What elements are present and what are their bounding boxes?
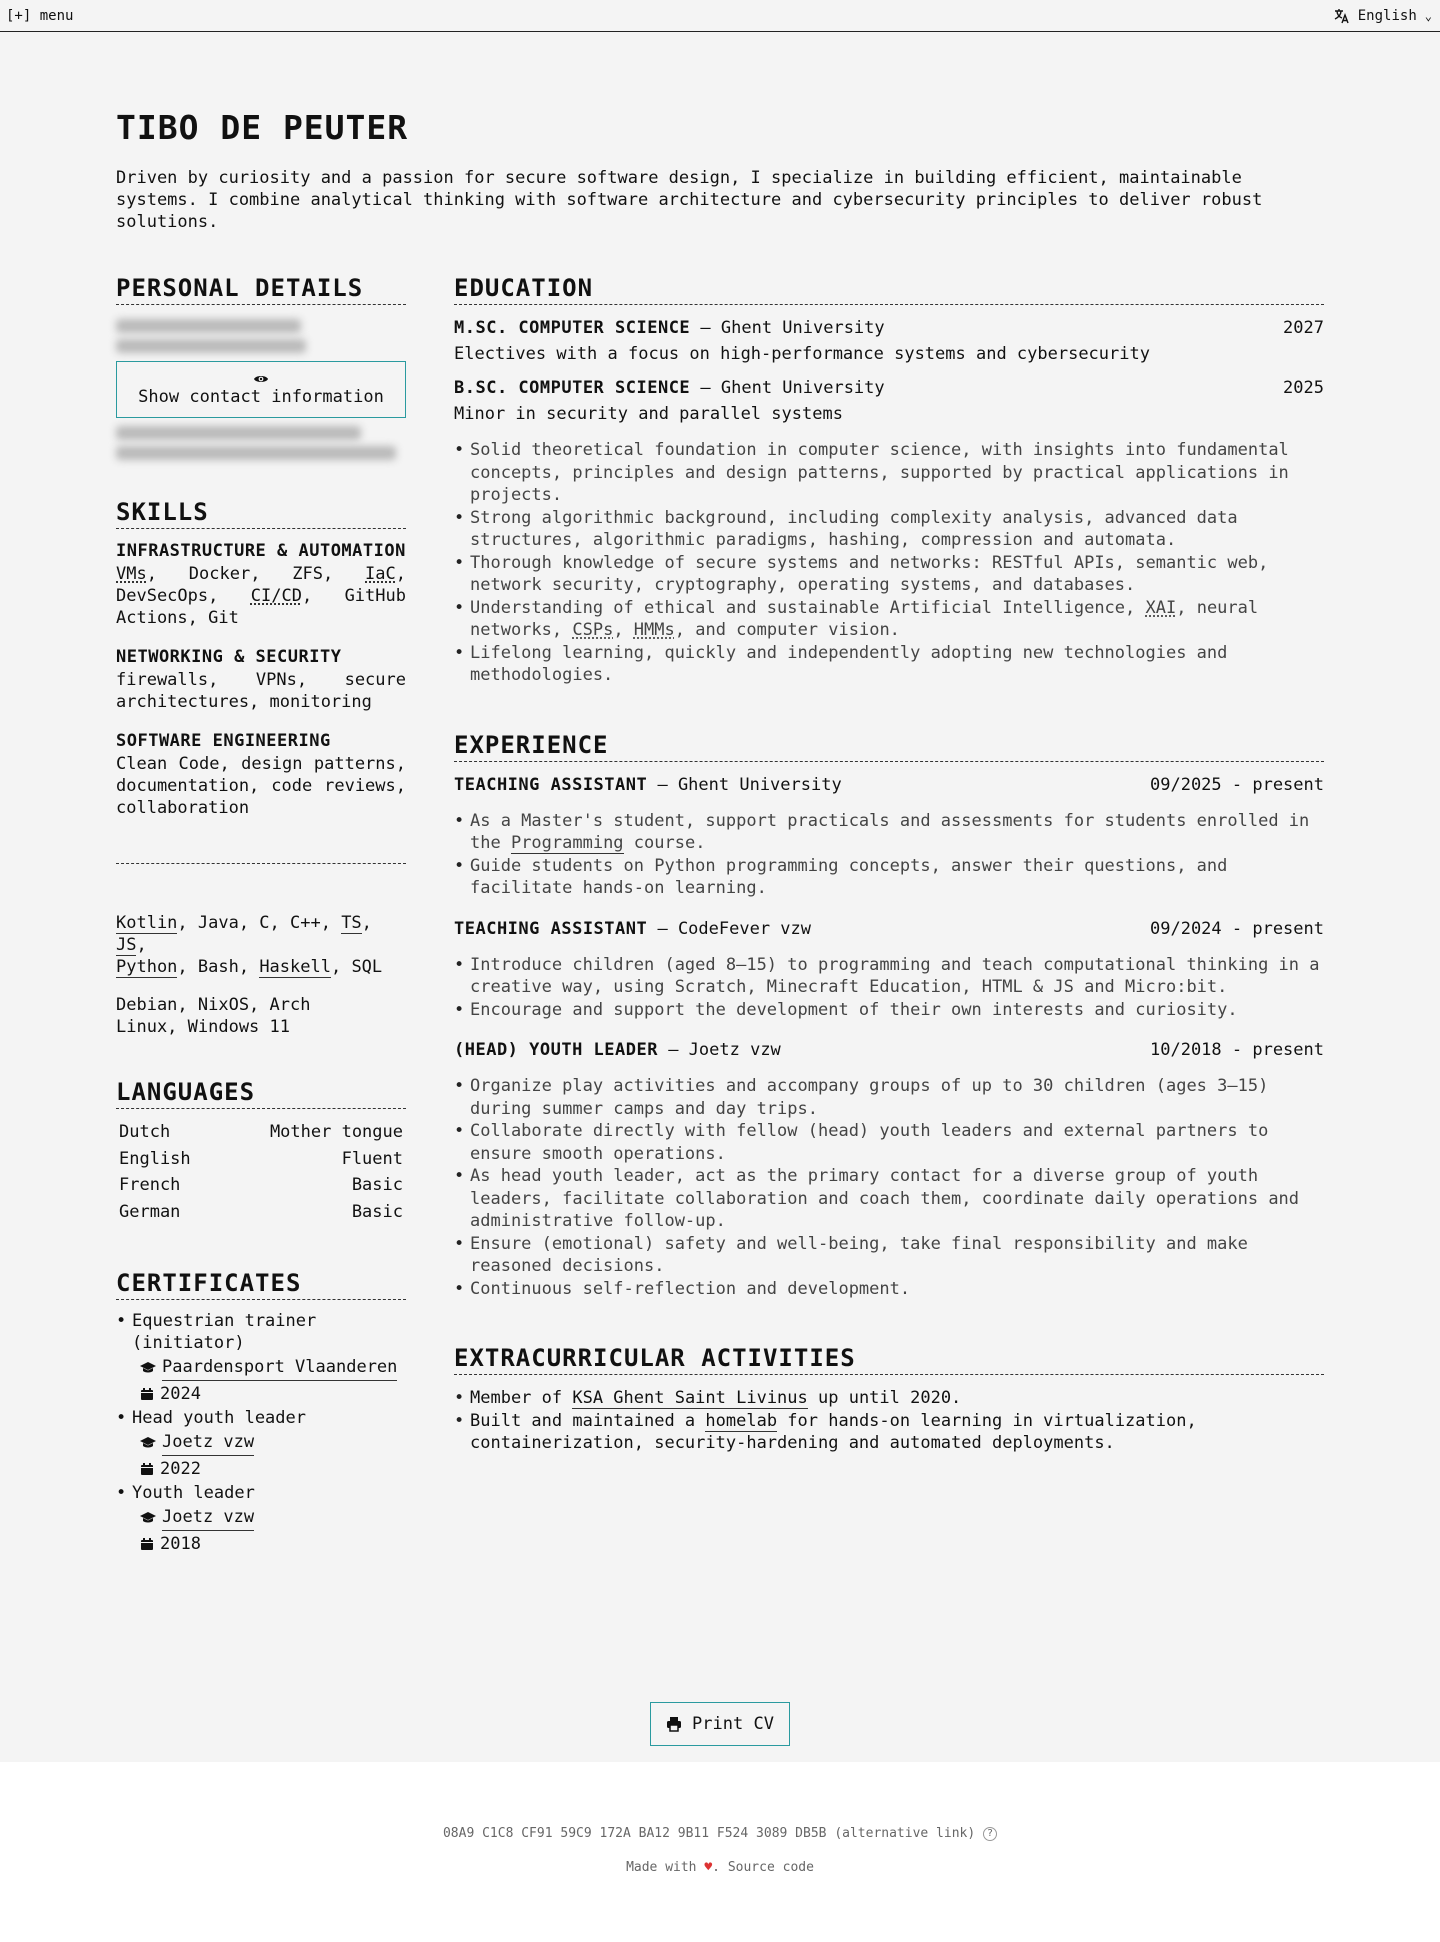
entry-title: [454, 375, 885, 401]
blurred-contact: [116, 319, 406, 353]
skill-net: [116, 645, 406, 713]
list-item: • Lifelong learning, quickly and independently adopting new technologies and methodologies.: [454, 642, 1324, 687]
entry-sub: Minor in security and parallel systems: [454, 404, 843, 424]
skill-prog: [116, 912, 406, 978]
entry-title: [454, 916, 811, 942]
homelab-link[interactable]: homelab: [705, 1410, 778, 1431]
abbr-hmms: HMMs: [633, 620, 675, 640]
degree: B.SC. COMPUTER SCIENCE: [454, 378, 691, 398]
help-icon[interactable]: ?: [983, 1827, 997, 1841]
experience-yl: [454, 1037, 1324, 1300]
org: – Ghent University: [690, 318, 885, 338]
list-item: • Thorough knowledge of secure systems and networks: RESTful APIs, semantic web, network security, cryptography, operating systems, and databases.: [454, 552, 1324, 597]
text: , SQL: [330, 957, 383, 977]
extracurricular-bullets: [454, 1387, 1324, 1455]
role: TEACHING ASSISTANT: [454, 918, 648, 939]
list-item: • Collaborate directly with fellow (head) youth leaders and external partners to ensure smooth operations.: [454, 1120, 1324, 1165]
print-label: Print CV: [692, 1714, 774, 1734]
abbr-iac: IaC: [365, 564, 396, 584]
entry-title: [454, 772, 842, 798]
link-js[interactable]: JS: [116, 935, 137, 955]
degree: M.SC. COMPUTER SCIENCE: [454, 318, 691, 338]
level: Basic: [351, 1201, 403, 1222]
link-kotlin[interactable]: Kotlin: [116, 913, 178, 933]
list-item: • Continuous self-reflection and development.: [454, 1278, 1324, 1301]
intro-text: Driven by curiosity and a passion for secure software design, I specialize in building efficient, maintainable systems. I combine analytical thinking with software architecture and cybersecurity principles to deliver robust solutions.: [116, 168, 1263, 232]
cv-page: [116, 108, 1324, 1554]
language-row: [116, 1146, 406, 1173]
list-item: • Introduce children (aged 8–15) to programming and teach computational thinking in a creative way, using Scratch, Minecraft Education, HTML & JS and Micro:bit.: [454, 954, 1324, 999]
text: Understanding of ethical and sustainable Artificial Intelligence,: [470, 597, 1146, 618]
left-column: [116, 274, 406, 1557]
issuer-link[interactable]: Paardensport Vlaanderen: [162, 1354, 397, 1381]
certificate-year: [116, 1456, 406, 1482]
page-title: TIBO DE PEUTER: [116, 108, 409, 147]
list-item: • Guide students on Python programming concepts, answer their questions, and facilitate hands-on learning.: [454, 855, 1324, 900]
org: – Ghent University: [647, 774, 842, 795]
period: 10/2018 - present: [1150, 1040, 1324, 1060]
language-row: [116, 1199, 406, 1226]
text: Built and maintained a: [470, 1410, 706, 1431]
divider: [116, 863, 406, 864]
certificate-year: [116, 1381, 406, 1407]
eye-icon: [253, 373, 269, 385]
text: Member of: [470, 1388, 573, 1408]
certificate-item: [116, 1482, 406, 1557]
text: ,: [136, 935, 147, 955]
heart-icon: ♥: [704, 1860, 713, 1875]
source-code-link[interactable]: . Source code: [712, 1860, 814, 1875]
certificate-title: • Equestrian trainer (initiator): [116, 1310, 406, 1354]
education-heading: EDUCATION: [454, 274, 1324, 305]
text: up until 2020.: [807, 1388, 962, 1408]
entry-title: [454, 315, 885, 341]
calendar-icon: [140, 1537, 154, 1551]
link-python[interactable]: Python: [116, 957, 178, 977]
text: , DevSecOps,: [116, 564, 406, 606]
list-item: [454, 597, 1324, 642]
certificate-title: • Youth leader: [116, 1482, 406, 1504]
org: – CodeFever vzw: [647, 918, 811, 939]
issuer-link[interactable]: Joetz vzw: [162, 1429, 254, 1456]
pgp-fingerprint: [0, 1826, 1440, 1841]
list-item: [454, 1410, 1324, 1455]
text: , Docker, ZFS,: [146, 564, 366, 584]
skill-se-text: Clean Code, design patterns, documentation, code reviews, collaboration: [116, 754, 406, 818]
certificates-heading: CERTIFICATES: [116, 1269, 406, 1300]
level: Mother tongue: [269, 1122, 403, 1142]
skill-os: Debian, NixOS, Arch Linux, Windows 11: [116, 995, 311, 1037]
certificate-title: • Head youth leader: [116, 1407, 406, 1429]
issuer-link[interactable]: Joetz vzw: [162, 1504, 254, 1531]
show-contact-label: Show contact information: [138, 386, 384, 407]
certificate-item: [116, 1310, 406, 1407]
year: 2024: [160, 1384, 201, 1404]
skill-infra-text: [116, 563, 406, 629]
language-row: [116, 1172, 406, 1199]
fingerprint-text[interactable]: 08A9 C1C8 CF91 59C9 172A BA12 9B11 F524 3089 DB5B: [442, 1826, 827, 1841]
lang: German: [119, 1201, 181, 1222]
alternative-link[interactable]: (alternative link): [834, 1826, 976, 1841]
made-with: [0, 1860, 1440, 1875]
graduation-cap-icon: [140, 1361, 156, 1375]
education-bsc: [454, 375, 1324, 427]
graduation-cap-icon: [140, 1436, 156, 1450]
text: for hands-on learning in virtualization, containerization, security-hardening and automated deployments.: [470, 1410, 1197, 1453]
footer: [0, 1762, 1440, 1942]
year: 2022: [160, 1459, 201, 1479]
language-label: English: [1357, 7, 1417, 24]
text: , neural networks,: [470, 597, 1259, 640]
list-item: [454, 810, 1324, 855]
personal-details-heading: PERSONAL DETAILS: [116, 274, 406, 305]
language-row: [116, 1119, 406, 1146]
languages-heading: LANGUAGES: [116, 1078, 406, 1109]
certificate-year: [116, 1531, 406, 1557]
link-haskell[interactable]: Haskell: [259, 957, 331, 977]
ksa-link[interactable]: KSA Ghent Saint Livinus: [572, 1388, 808, 1408]
list-item: • As head youth leader, act as the primary contact for a diverse group of youth leaders, facilitate collaboration and coach them, coordinate daily operations and administrative follow-up.: [454, 1165, 1324, 1233]
certificate-item: [116, 1407, 406, 1482]
list-item: • Encourage and support the development of their own interests and curiosity.: [454, 999, 1324, 1022]
skill-se-title: SOFTWARE ENGINEERING: [116, 731, 331, 751]
abbr-vms: VMs: [116, 564, 147, 584]
calendar-icon: [140, 1387, 154, 1401]
text: ,: [361, 913, 372, 933]
print-cv-button[interactable]: [650, 1702, 790, 1746]
right-column: [454, 274, 1324, 1455]
org: – Ghent University: [690, 378, 885, 398]
level: Basic: [351, 1175, 403, 1195]
language-selector[interactable]: [1334, 8, 1432, 24]
bullets: [454, 810, 1324, 900]
list-item: • Strong algorithmic background, including complexity analysis, advanced data structures, algorithmic paradigms, hashing, compression and automata.: [454, 507, 1324, 552]
list-item: • Solid theoretical foundation in computer science, with insights into fundamental concepts, principles and design patterns, supported by practical applications in projects.: [454, 439, 1324, 507]
skills-heading: SKILLS: [116, 498, 406, 529]
list-item: • Organize play activities and accompany groups of up to 30 children (ages 3–15) during summer camps and day trips.: [454, 1075, 1324, 1120]
education-msc: [454, 315, 1324, 367]
org: – Joetz vzw: [657, 1040, 781, 1060]
show-contact-button[interactable]: [116, 361, 406, 418]
education-bullets: [454, 439, 1324, 687]
skill-infra: [116, 539, 406, 629]
experience-ta1: [454, 772, 1324, 900]
text: , GitHub Actions, Git: [116, 586, 406, 628]
certificate-issuer: [116, 1504, 406, 1531]
entry-head: [454, 315, 1324, 341]
text: , Java, C, C++,: [177, 913, 342, 933]
year: 2018: [160, 1534, 201, 1554]
period: 09/2025 - present: [1150, 774, 1324, 795]
skill-se: [116, 729, 406, 819]
text: As a Master's student, support practicals and assessments for students enrolled in the: [470, 810, 1310, 853]
list-item: • Ensure (emotional) safety and well-being, take final responsibility and make reasoned decisions.: [454, 1233, 1324, 1278]
entry-head: [454, 916, 1324, 942]
role: TEACHING ASSISTANT: [454, 774, 648, 795]
extracurricular-heading: EXTRACURRICULAR ACTIVITIES: [454, 1344, 1324, 1375]
text: Made with: [626, 1860, 705, 1875]
entry-head: [454, 1037, 1324, 1063]
role: (HEAD) YOUTH LEADER: [454, 1040, 658, 1060]
certificate-issuer: [116, 1429, 406, 1456]
certificate-list: [116, 1310, 406, 1557]
list-item: [454, 1387, 1324, 1410]
printer-icon: [666, 1716, 682, 1732]
skill-infra-title: INFRASTRUCTURE & AUTOMATION: [116, 541, 406, 561]
lang: Dutch: [119, 1122, 171, 1142]
programming-link[interactable]: Programming: [510, 833, 624, 853]
languages-table: [116, 1119, 406, 1225]
bullets: [454, 1075, 1324, 1300]
year: 2025: [1283, 378, 1324, 398]
lang: English: [119, 1148, 191, 1169]
level: Fluent: [341, 1148, 403, 1169]
text: , Bash,: [177, 957, 260, 977]
skill-net-text: firewalls, VPNs, secure architectures, monitoring: [116, 670, 406, 712]
calendar-icon: [140, 1462, 154, 1476]
text: course.: [623, 833, 706, 853]
skill-net-title: NETWORKING & SECURITY: [116, 647, 342, 667]
experience-heading: EXPERIENCE: [454, 731, 1324, 762]
text: , and computer vision.: [674, 620, 900, 640]
abbr-csps: CSPs: [572, 620, 614, 640]
year: 2027: [1283, 318, 1324, 338]
translate-icon: [1334, 8, 1350, 24]
entry-head: [454, 375, 1324, 401]
entry-sub: Electives with a focus on high-performance systems and cybersecurity: [454, 344, 1150, 364]
bullets: [454, 954, 1324, 1022]
link-ts[interactable]: TS: [341, 913, 362, 933]
lang: French: [119, 1175, 181, 1195]
experience-ta2: [454, 916, 1324, 1022]
chevron-down-icon: ⌄: [1424, 8, 1432, 23]
text: ,: [613, 620, 634, 640]
abbr-xai: XAI: [1145, 597, 1177, 618]
menu-toggle[interactable]: [+] menu: [6, 7, 74, 24]
certificate-issuer: [116, 1354, 406, 1381]
abbr-cicd: CI/CD: [250, 586, 302, 606]
blurred-contact-2: [116, 426, 406, 460]
entry-title: [454, 1037, 781, 1063]
entry-head: [454, 772, 1324, 798]
top-bar: [0, 0, 1440, 32]
period: 09/2024 - present: [1150, 918, 1324, 939]
graduation-cap-icon: [140, 1511, 156, 1525]
